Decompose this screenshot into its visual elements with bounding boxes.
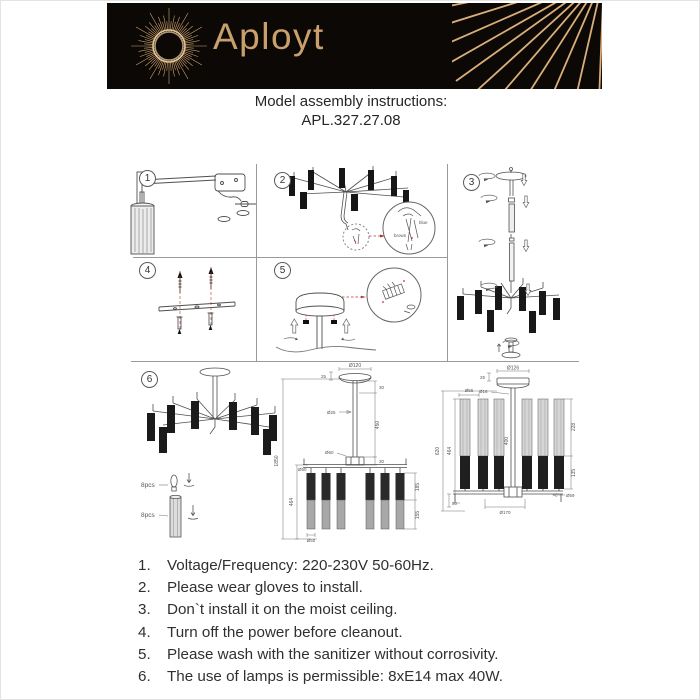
dim-side-glass-height: 228: [571, 422, 577, 432]
shade-qty-label: 8pcs: [141, 512, 155, 519]
instruction-item: [138, 577, 608, 599]
instruction-item: [138, 622, 608, 644]
dim-total-height: 1850: [274, 455, 280, 467]
instruction-item: [138, 666, 608, 688]
panel-step2: [256, 164, 447, 257]
canopy: [496, 172, 526, 180]
finial: [497, 338, 520, 358]
rotate-arrow-icons: [284, 338, 355, 341]
ceiling-wave: [276, 346, 376, 351]
instructions-list: [138, 555, 608, 688]
model-number: APL.327.27.08: [301, 112, 401, 129]
step3-number: 3: [463, 174, 480, 191]
panel-step6: [123, 361, 579, 546]
panel-step5: [256, 257, 447, 361]
dim-side-shade-diameter: Ø56: [464, 388, 474, 393]
bulb-icon: [171, 473, 194, 491]
screw-right: [331, 320, 337, 324]
diagram-grid: [123, 156, 579, 546]
step4-number: 4: [139, 262, 156, 279]
side-view-shades-glass: [460, 399, 564, 456]
sunburst-logo-icon: [127, 5, 212, 89]
wire-label-blue: blue: [419, 220, 428, 225]
dim-side-end-diameter: Ø59: [566, 493, 575, 498]
dim-shade-h1: 185: [415, 482, 421, 492]
alignment-lines: [180, 267, 211, 335]
corner-rays-icon: [452, 3, 602, 89]
step5-number: 5: [274, 262, 291, 279]
step1-number: 1: [139, 170, 156, 187]
instruction-item: [138, 644, 608, 666]
panel-step1: [123, 164, 256, 257]
step6-number: 6: [141, 371, 158, 388]
anchors: [177, 313, 214, 334]
instruction-text: Don`t install it on the moist ceiling.: [167, 601, 398, 619]
dim-rod-length: 450: [375, 420, 381, 430]
page-title: Model assembly instructions:: [254, 93, 448, 110]
rod: [317, 316, 322, 349]
dim-shade-diameter: Ø50: [298, 467, 307, 472]
front-view-shades-lower: [307, 500, 404, 529]
brand-name: Aployt: [213, 16, 325, 57]
wire: [218, 191, 241, 201]
instruction-number: 3.: [138, 601, 151, 619]
mounting-plate: [215, 174, 245, 191]
shades: [457, 286, 560, 333]
instruction-number: 1.: [138, 557, 151, 574]
dim-shade-diameter-bottom: Ø50: [306, 538, 316, 543]
dim-shade-h2: 155: [415, 510, 421, 520]
center-stem: [341, 192, 348, 230]
instruction-number: 2.: [138, 579, 151, 597]
dim-hub-diameter: Ø60: [325, 450, 334, 455]
dim-side-total-height: 620: [435, 446, 441, 456]
down-arrow-icons: [521, 174, 531, 296]
dim-top-segment: 30: [379, 385, 385, 390]
mounting-bar: [159, 302, 235, 311]
shade-icon: [170, 495, 198, 537]
detail-circle-large: [383, 202, 435, 254]
dim-canopy-diameter: Ø120: [348, 363, 362, 369]
instruction-number: 5.: [138, 645, 151, 663]
front-view-shades-upper: [307, 473, 405, 500]
step6-drawing: [123, 361, 579, 546]
dim-side-lower-height: 135: [571, 468, 577, 478]
instruction-text: The use of lamps is permissible: 8xE14 max 40W.: [167, 668, 503, 686]
dim-side-body-height: 464: [447, 446, 453, 456]
panel-step4: [123, 257, 256, 361]
title-block: [1, 93, 700, 129]
instruction-text: Please wash with the sanitizer without corrosivity.: [167, 645, 499, 663]
instruction-item: [138, 599, 608, 621]
dim-side-rod-length: 400: [504, 436, 510, 446]
panel-step3: [447, 164, 579, 361]
step2-number: 2: [274, 172, 291, 189]
instruction-text: Voltage/Frequency: 220-230V 50-60Hz.: [167, 557, 434, 574]
step3-drawing: [447, 164, 579, 361]
rod: [510, 243, 515, 281]
dim-side-canopy-height: 25: [480, 375, 486, 380]
shades: [147, 401, 277, 455]
screws: [178, 267, 214, 293]
canopy: [296, 293, 344, 311]
dim-side-base-height: 50: [452, 501, 458, 506]
bulb-qty-label: 8pcs: [141, 482, 155, 489]
side-view-shades-lower: [460, 456, 564, 489]
dim-canopy-height: 25: [321, 374, 327, 379]
dim-side-hub-width: Ø170: [499, 510, 511, 515]
dim-rod-diameter: Ø25: [327, 410, 336, 415]
front-view-fixture: [303, 374, 407, 474]
dim-body-height: 464: [289, 497, 295, 507]
lamp-shade: [131, 206, 154, 254]
dim-side-rod-diameter: Ø16: [479, 389, 488, 394]
dim-side-canopy-diameter: Ø126: [506, 365, 520, 372]
brand-header: [107, 3, 602, 89]
sunburst-center: [157, 34, 182, 59]
instruction-item: [138, 555, 608, 577]
instruction-text: Please wear gloves to install.: [167, 579, 363, 597]
dim-hub-height: 30: [379, 459, 385, 464]
wire-label-brown: brown: [394, 233, 407, 238]
instruction-number: 6.: [138, 668, 151, 686]
up-arrow-icons: [291, 319, 350, 333]
screw-left: [303, 320, 309, 324]
instruction-number: 4.: [138, 623, 151, 641]
instruction-text: Turn off the power before cleanout.: [167, 623, 403, 641]
